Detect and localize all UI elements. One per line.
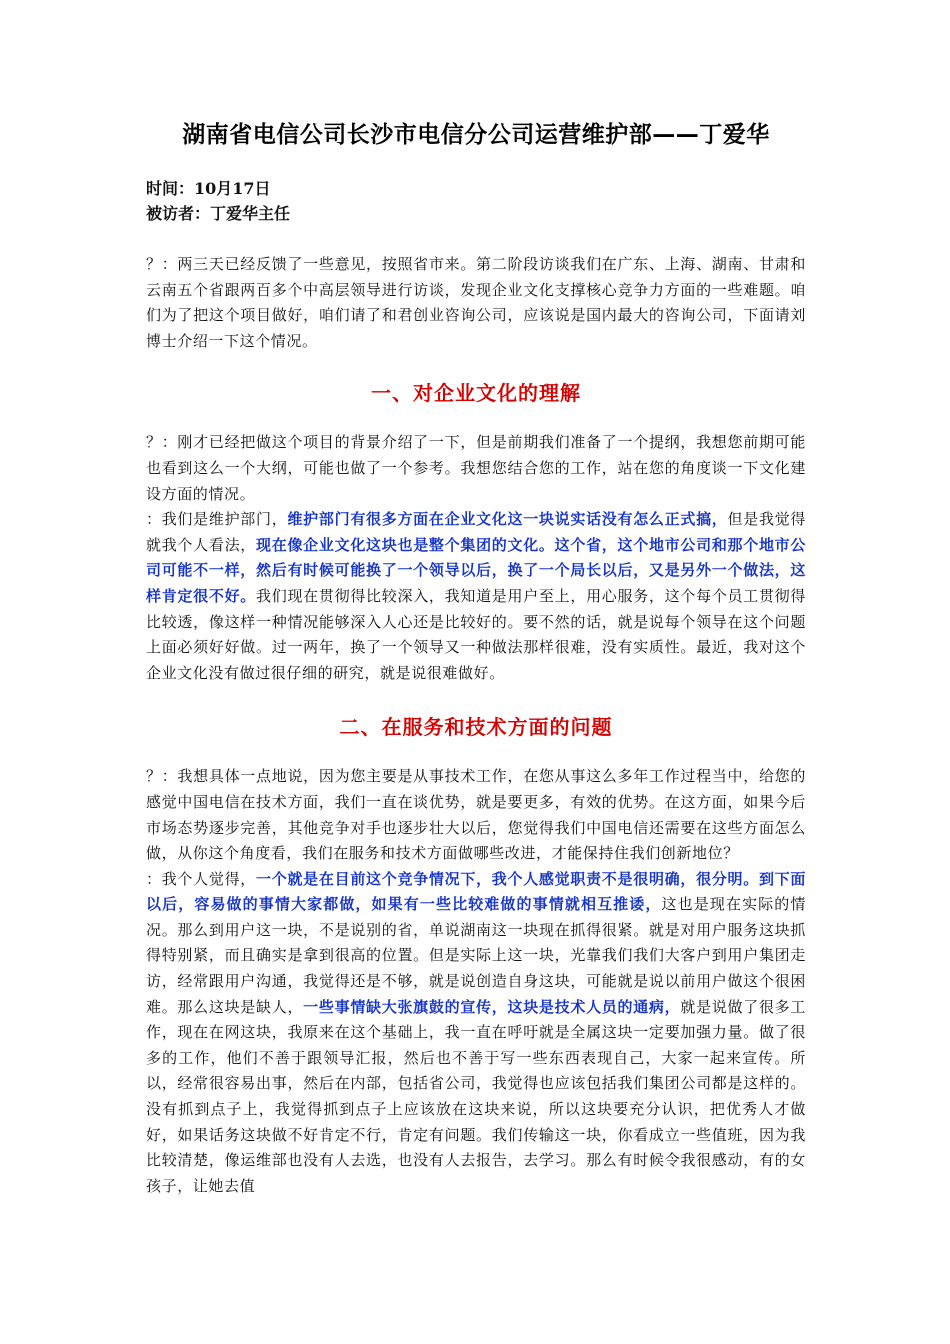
document-title: 湖南省电信公司长沙市电信分公司运营维护部——丁爱华 [182, 122, 770, 148]
highlighted-text: 现在像企业文化这块也是整个集团的文化。这个省，这个地市公司和那个地市公司可能不一样，然后有时候可能换了一个领导以后，换了一个局长以后，又是另外一个做法，这样肯定很不好。 [146, 535, 806, 605]
section1-question: ？：刚才已经把做这个项目的背景介绍了一下，但是前期我们准备了一个提纲，我想您前期可能也看到这么一个大纲，可能也做了一个参考。我想您结合您的工作，站在您的角度谈一下文化建设方面的情况。 [146, 433, 806, 503]
section-heading-1: 一、对企业文化的理解 [371, 381, 581, 406]
answer-text: ：我们是维护部门， [146, 510, 288, 529]
interview-meta [146, 176, 806, 226]
section2-question: ？：我想具体一点地说，因为您主要是从事技术工作，在您从事这么多年工作过程当中，给您的感觉中国电信在技术方面，我们一直在谈优势，就是要更多，有效的优势。在这方面，如果今后市场态势逐步完善，其他竞争对手也逐步壮大以后，您觉得我们中国电信还需要在这些方面怎么做，从你这个角度看，我们在服务和技术方面做哪些改进，才能保持住我们创新地位？ [146, 767, 806, 863]
answer-text: 但是我觉得就我个人看法， [146, 510, 806, 554]
interview-time: 时间：10月17日 [146, 179, 271, 198]
answer-text: 这也是现在实际的情况。那么到用户这一块，不是说别的省，单说湖南这一块现在抓得很紧。就是对用户服务这块抓得特别紧，而且确实是拿到很高的位置。但是实际上这一块，光靠我们我们大客户到用户集团走访，经常跟用户沟通，我觉得还是不够，就是说创造自身这块，可能就是说以前用户做这个很困难。那么这块是缺人， [146, 895, 806, 1016]
interviewee: 被访者：丁爱华主任 [146, 204, 291, 223]
highlighted-text: 一个就是在目前这个竞争情况下，我个人感觉职责不是很明确，很分明。到下面以后，容易做的事情大家都做，如果有一些比较难做的事情就相互推诿， [146, 869, 806, 914]
answer-text: 就是说做了很多工作，现在在网这块，我原来在这个基础上，我一直在呼吁就是全属这块一定要加强力量。做了很多的工作，他们不善于跟领导汇报，然后也不善于写一些东西表现自己，大家一起来宣传。所以，经常很容易出事，然后在内部，包括省公司，我觉得也应该包括我们集团公司都是这样的。没有抓到点子上，我觉得抓到点子上应该放在这块来说，所以这块要充分认识，把优秀人才做好，如果话务这块做不好肯定不行，肯定有问题。我们传输这一块，你看成立一些值班，因为我比较清楚，像运维部也没有人去选，也没有人去报告，去学习。那么有时候令我很感动，有的女孩子，让她去值 [146, 997, 806, 1195]
answer-text: 我们现在贯彻得比较深入，我知道是用户至上，用心服务，这个每个员工贯彻得比较透，像这样一种情况能够深入人心还是比较好的。要不然的话，就是说每个领导在这个问题上面必须好好做。过一两年，换了一个领导又一种做法那样很难，没有实质性。最近，我对这个企业文化没有做过很仔细的研究，就是说很难做好。 [146, 586, 806, 682]
section1-answer [146, 507, 806, 686]
intro-question: ？：两三天已经反馈了一些意见，按照省市来。第二阶段访谈我们在广东、上海、湖南、甘肃和云南五个省跟两百多个中高层领导进行访谈，发现企业文化支撑核心竞争力方面的一些难题。咱们为了把这个项目做好，咱们请了和君创业咨询公司，应该说是国内最大的咨询公司，下面请刘博士介绍一下这个情况。 [146, 255, 806, 350]
section-heading-2: 二、在服务和技术方面的问题 [339, 715, 613, 740]
highlighted-text: 维护部门有很多方面在企业文化这一块说实话没有怎么正式搞， [287, 510, 728, 529]
highlighted-text: 一些事情缺大张旗鼓的宣传，这块是技术人员的通病， [303, 997, 681, 1016]
section2-answer [146, 867, 806, 1200]
answer-text: ：我个人觉得， [146, 869, 257, 888]
document-body [146, 118, 806, 1199]
